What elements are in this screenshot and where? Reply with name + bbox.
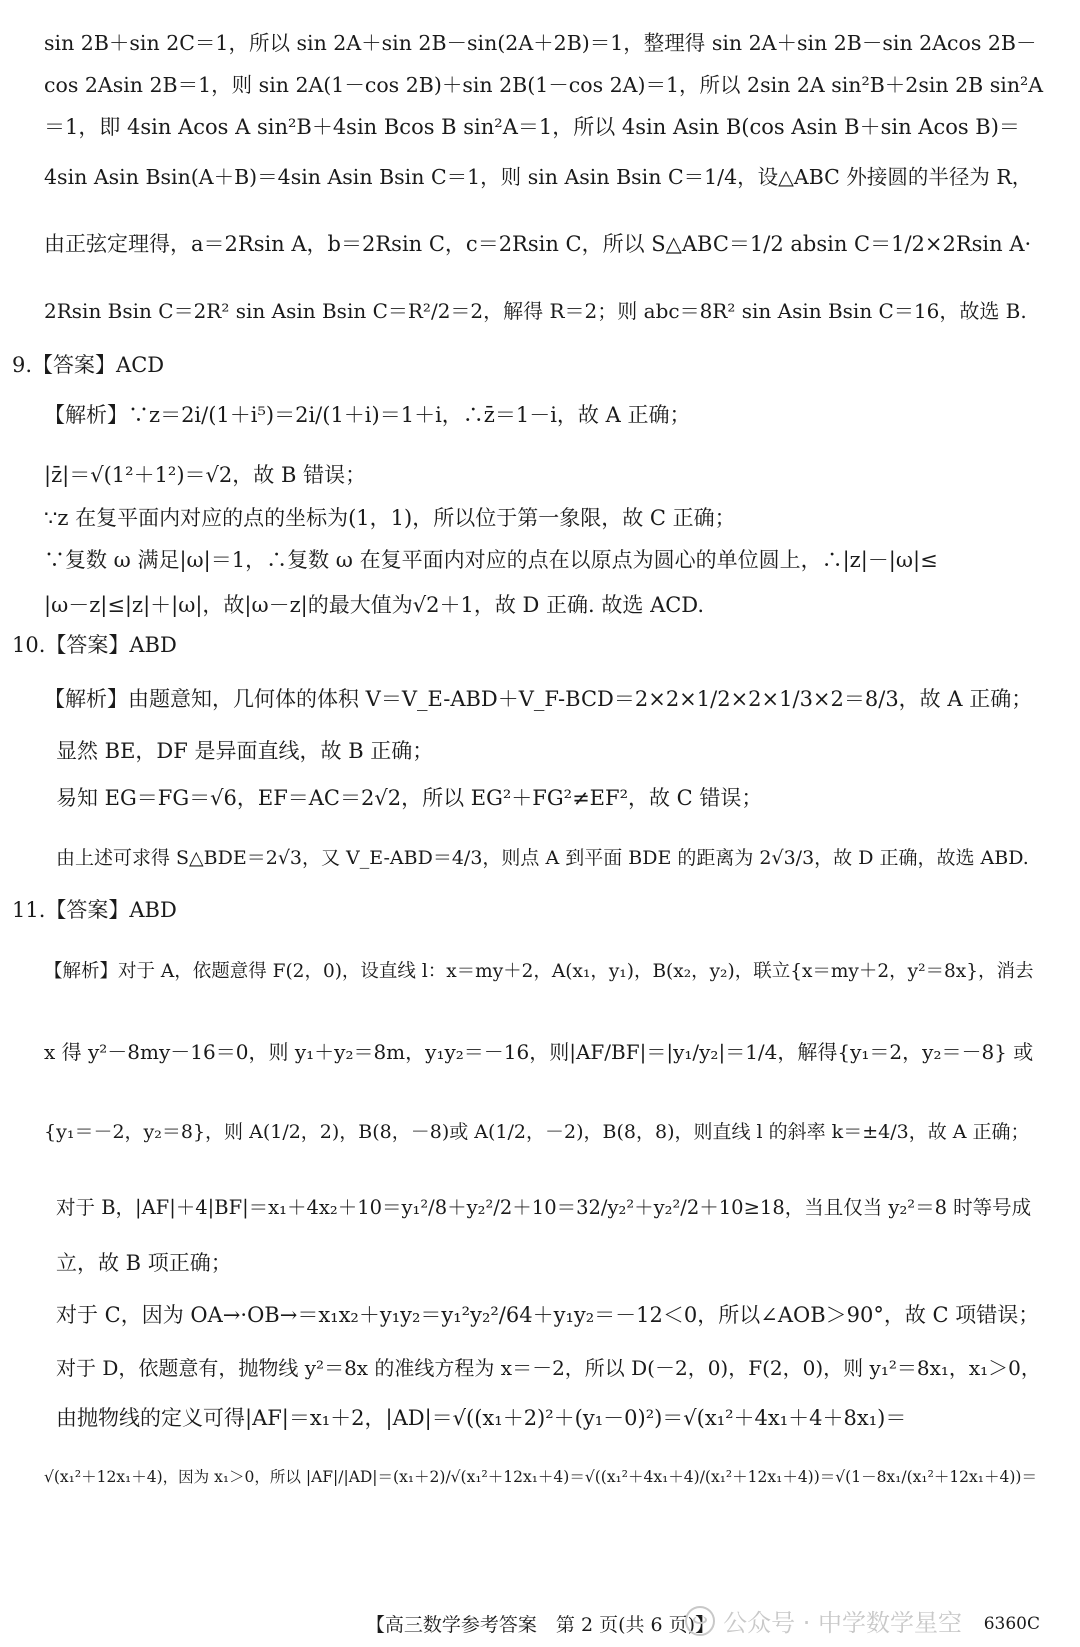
document-code: 6360C xyxy=(983,1614,1040,1634)
text-line-10d: 由上述可求得 S△BDE＝2√3，又 V_E-ABD＝4/3，则点 A 到平面 BDE 的距离为 2√3/3，故 D 正确，故选 ABD. xyxy=(56,847,1029,869)
text-line-10a: 【解析】由题意知，几何体的体积 V＝V_E-ABD＋V_F-BCD＝2×2×1/2×2×1/3×2＝8/3，故 A 正确； xyxy=(44,687,1033,711)
text-line-1: sin 2B＋sin 2C＝1，所以 sin 2A＋sin 2B－sin(2A＋2B)＝1，整理得 sin 2A＋sin 2B－sin 2Acos 2B－ xyxy=(44,31,1037,55)
watermark xyxy=(685,1603,962,1638)
text-line-11a: 【解析】对于 A，依题意得 F(2，0)，设直线 l：x＝my＋2，A(x₁，y₁)，B(x₂，y₂)，联立{x＝my＋2，y²＝8x}，消去 xyxy=(44,961,1034,982)
text-line-11b: x 得 y²－8my－16＝0，则 y₁＋y₂＝8m，y₁y₂＝－16，则|AF/BF|＝|y₁/y₂|＝1/4，解得{y₁＝2，y₂＝－8} 或 xyxy=(44,1040,1034,1064)
text-line-11c: {y₁＝－2，y₂＝8}，则 A(1/2，2)，B(8，－8)或 A(1/2，－2)，B(8，8)，则直线 l 的斜率 k＝±4/3，故 A 正确； xyxy=(44,1121,1030,1143)
answer-heading-9: 9.【答案】ACD xyxy=(12,353,165,377)
text-line-11i: √(x₁²＋12x₁＋4)，因为 x₁＞0，所以 |AF|/|AD|＝(x₁＋2)/√(x₁²＋12x₁＋4)＝√((x₁²＋4x₁＋4)/(x₁²＋12x₁＋4))＝√(1－8x₁/(x₁²＋12x₁＋4))＝ xyxy=(44,1468,1037,1486)
text-line-9c: ∵z 在复平面内对应的点的坐标为(1，1)，所以位于第一象限，故 C 正确； xyxy=(44,506,736,530)
answer-heading-10: 10.【答案】ABD xyxy=(12,633,177,657)
text-line-9d: ∵复数 ω 满足|ω|＝1，∴复数 ω 在复平面内对应的点在以原点为圆心的单位圆上，∴|z|－|ω|≤ xyxy=(44,548,938,572)
text-line-2: cos 2Asin 2B＝1，则 sin 2A(1－cos 2B)＋sin 2B(1－cos 2A)＝1，所以 2sin 2A sin²B＋2sin 2B sin²A xyxy=(44,73,1044,97)
text-line-3: ＝1，即 4sin Acos A sin²B＋4sin Bcos B sin²A＝1，所以 4sin Asin B(cos Asin B＋sin Acos B)＝ xyxy=(44,115,1020,139)
page-footer: 【高三数学参考答案 第 2 页(共 6 页)】 xyxy=(365,1614,715,1636)
text-line-9e: |ω－z|≤|z|＋|ω|，故|ω－z|的最大值为√2＋1，故 D 正确. 故选 ACD. xyxy=(44,593,705,617)
text-line-11h: 由抛物线的定义可得|AF|＝x₁＋2，|AD|＝√((x₁＋2)²＋(y₁－0)²)＝√(x₁²＋4x₁＋4＋8x₁)＝ xyxy=(56,1406,907,1430)
text-line-11d: 对于 B，|AF|＋4|BF|＝x₁＋4x₂＋10＝y₁²/8＋y₂²/2＋10＝32/y₂²＋y₂²/2＋10≥18，当且仅当 y₂²＝8 时等号成 xyxy=(56,1196,1032,1219)
text-line-10c: 易知 EG＝FG＝√6，EF＝AC＝2√2，所以 EG²＋FG²≠EF²，故 C 错误； xyxy=(56,786,763,810)
text-line-5: 由正弦定理得，a＝2Rsin A，b＝2Rsin C，c＝2Rsin C，所以 S△ABC＝1/2 absin C＝1/2×2Rsin A· xyxy=(44,232,1032,256)
text-line-6: 2Rsin Bsin C＝2R² sin Asin Bsin C＝R²/2＝2，解得 R＝2；则 abc＝8R² sin Asin Bsin C＝16，故选 B. xyxy=(44,299,1027,323)
watermark-text: 公众号 · 中学数学星空 xyxy=(723,1609,962,1637)
text-line-10b: 显然 BE，DF 是异面直线，故 B 正确； xyxy=(56,739,434,763)
text-line-4: 4sin Asin Bsin(A＋B)＝4sin Asin Bsin C＝1，则 sin Asin Bsin C＝1/4，设△ABC 外接圆的半径为 R， xyxy=(44,165,1033,189)
text-line-11e: 立，故 B 项正确； xyxy=(56,1251,232,1275)
text-line-9b: |z̄|＝√(1²＋1²)＝√2，故 B 错误； xyxy=(44,463,367,487)
wechat-icon xyxy=(685,1606,715,1636)
text-line-9a: 【解析】∵z＝2i/(1＋i⁵)＝2i/(1＋i)＝1＋i，∴z̄＝1－i，故 A 正确； xyxy=(44,403,691,427)
answer-heading-11: 11.【答案】ABD xyxy=(12,898,177,922)
text-line-11g: 对于 D，依题意有，抛物线 y²＝8x 的准线方程为 x＝－2，所以 D(－2，0)，F(2，0)，则 y₁²＝8x₁，x₁＞0， xyxy=(56,1356,1041,1380)
text-line-11f: 对于 C，因为 OA→·OB→＝x₁x₂＋y₁y₂＝y₁²y₂²/64＋y₁y₂＝－12＜0，所以∠AOB＞90°，故 C 项错误； xyxy=(56,1303,1040,1327)
